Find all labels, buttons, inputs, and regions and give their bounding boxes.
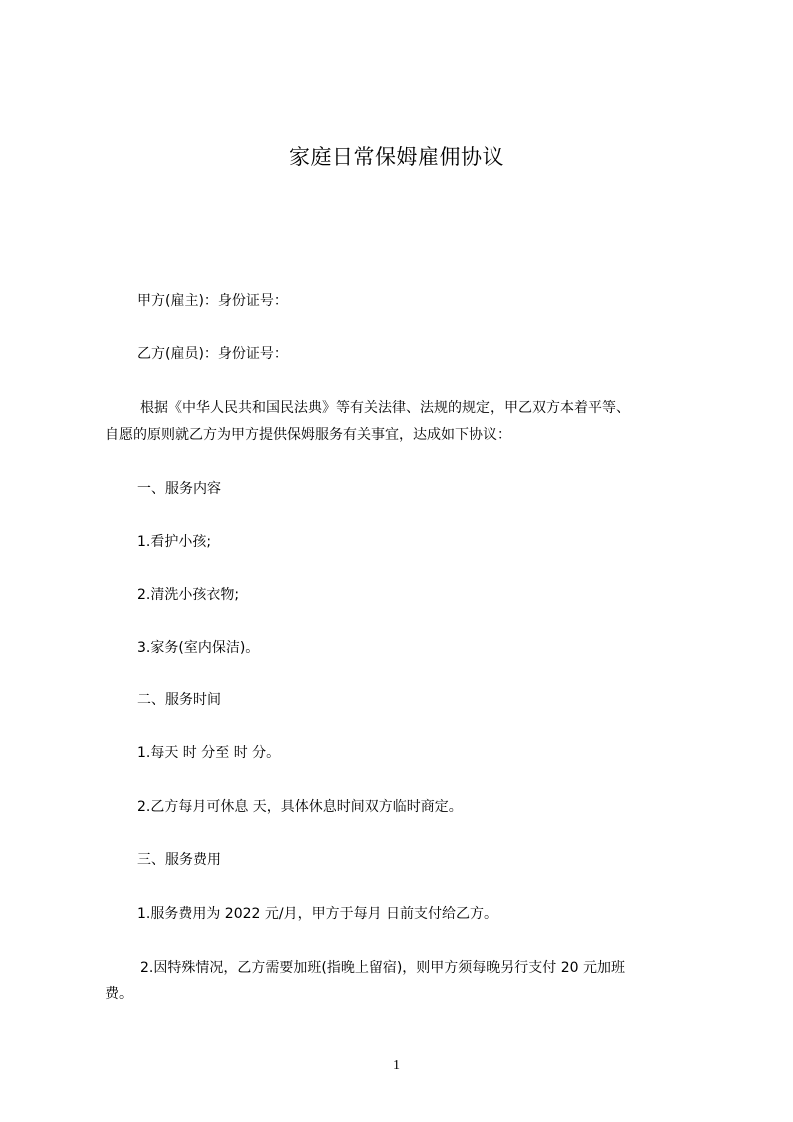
party-b-line: 乙方(雇员)：身份证号： [137, 346, 288, 362]
preamble-line-1: 根据《中华人民共和国民法典》等有关法律、法规的规定，甲乙双方本着平等、 [140, 400, 630, 416]
overtime-line-2: 费。 [105, 986, 133, 1002]
overtime-line-1: 2.因特殊情况，乙方需要加班(指晚上留宿)，则甲方须每晚另行支付 20 元加班 [140, 960, 625, 976]
section-heading-service-content: 一、服务内容 [137, 481, 221, 497]
section-heading-service-fee: 三、服务费用 [137, 852, 221, 868]
party-a-line: 甲方(雇主)：身份证号： [137, 293, 288, 309]
list-item: 1.看护小孩; [137, 534, 212, 550]
list-item: 2.清洗小孩衣物; [137, 587, 240, 603]
list-item: 2.乙方每月可休息 天，具体休息时间双方临时商定。 [137, 799, 463, 815]
preamble-line-2: 自愿的原则就乙方为甲方提供保姆服务有关事宜，达成如下协议： [105, 427, 511, 443]
document-title: 家庭日常保姆雇佣协议 [289, 145, 504, 169]
list-item: 1.每天 时 分至 时 分。 [137, 745, 281, 761]
section-heading-service-time: 二、服务时间 [137, 692, 221, 708]
list-item: 3.家务(室内保洁)。 [137, 640, 260, 656]
list-item: 1.服务费用为 2022 元/月，甲方于每月 日前支付给乙方。 [137, 906, 499, 922]
page-number: 1 [393, 1058, 400, 1073]
